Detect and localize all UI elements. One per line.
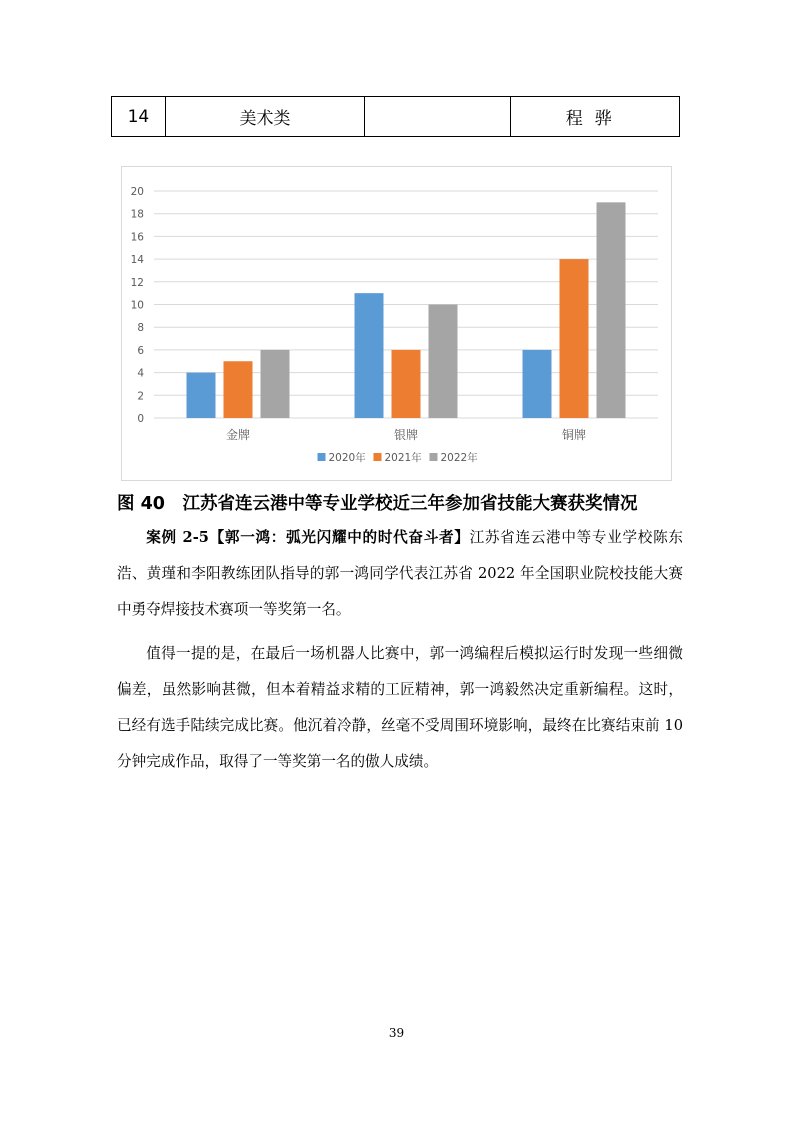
legend-label: 2022年 (440, 452, 478, 464)
bar (392, 350, 421, 418)
table-row (111, 96, 680, 137)
y-tick-label: 18 (130, 208, 144, 221)
row-blank-cell (365, 97, 510, 136)
chart-svg (122, 167, 673, 482)
paragraph-story: 值得一提的是，在最后一场机器人比赛中，郭一鸿编程后模拟运行时发现一些细微偏差，虽然影响甚微，但本着精益求精的工匠精神，郭一鸿毅然决定重新编程。这时，已经有选手陆续完成比赛。他沉着冷静，丝毫不受周围环境影响，最终在比赛结束前 10 分钟完成作品，取得了一等奖第一名的傲人成绩。 (117, 645, 683, 770)
award-bar-chart (121, 166, 672, 481)
bar (355, 293, 384, 418)
x-tick-label: 铜牌 (561, 428, 587, 442)
bar (224, 361, 253, 418)
y-tick-label: 10 (130, 299, 144, 312)
paragraph-case (117, 520, 683, 628)
bar (261, 350, 290, 418)
figure-caption: 图 40 江苏省连云港中等专业学校近三年参加省技能大赛获奖情况 (117, 494, 638, 514)
y-tick-label: 12 (130, 276, 144, 289)
bar (560, 259, 589, 418)
y-tick-label: 6 (137, 344, 144, 357)
row-number: 14 (112, 97, 166, 136)
y-tick-label: 8 (137, 322, 144, 335)
y-tick-label: 16 (130, 231, 144, 244)
x-tick-label: 金牌 (225, 428, 251, 442)
legend-swatch (318, 453, 326, 461)
bar (187, 373, 216, 418)
y-tick-label: 14 (130, 254, 144, 267)
y-tick-label: 2 (137, 390, 144, 403)
y-tick-label: 4 (137, 367, 144, 380)
legend-swatch (374, 453, 382, 461)
legend-label: 2020年 (328, 452, 366, 464)
legend-swatch (430, 453, 438, 461)
row-category: 美术类 (166, 97, 365, 136)
row-name: 程骅 (565, 109, 624, 129)
bar (597, 202, 626, 418)
page-number: 39 (388, 1026, 405, 1040)
case-text: 江苏省连云港中等专业学校陈东浩、黄瑾和李阳教练团队指导的郭一鸿同学代表江苏省 2022 年全国职业院校技能大赛中勇夺焊接技术赛项一等奖第一名。 (117, 529, 683, 618)
bar (429, 305, 458, 419)
x-tick-label: 银牌 (393, 428, 419, 442)
legend-label: 2021年 (384, 452, 422, 464)
bar (523, 350, 552, 418)
y-tick-label: 0 (137, 413, 144, 425)
case-label: 案例 2-5【郭一鸿：弧光闪耀中的时代奋斗者】 (146, 529, 470, 546)
y-tick-label: 20 (130, 186, 144, 198)
